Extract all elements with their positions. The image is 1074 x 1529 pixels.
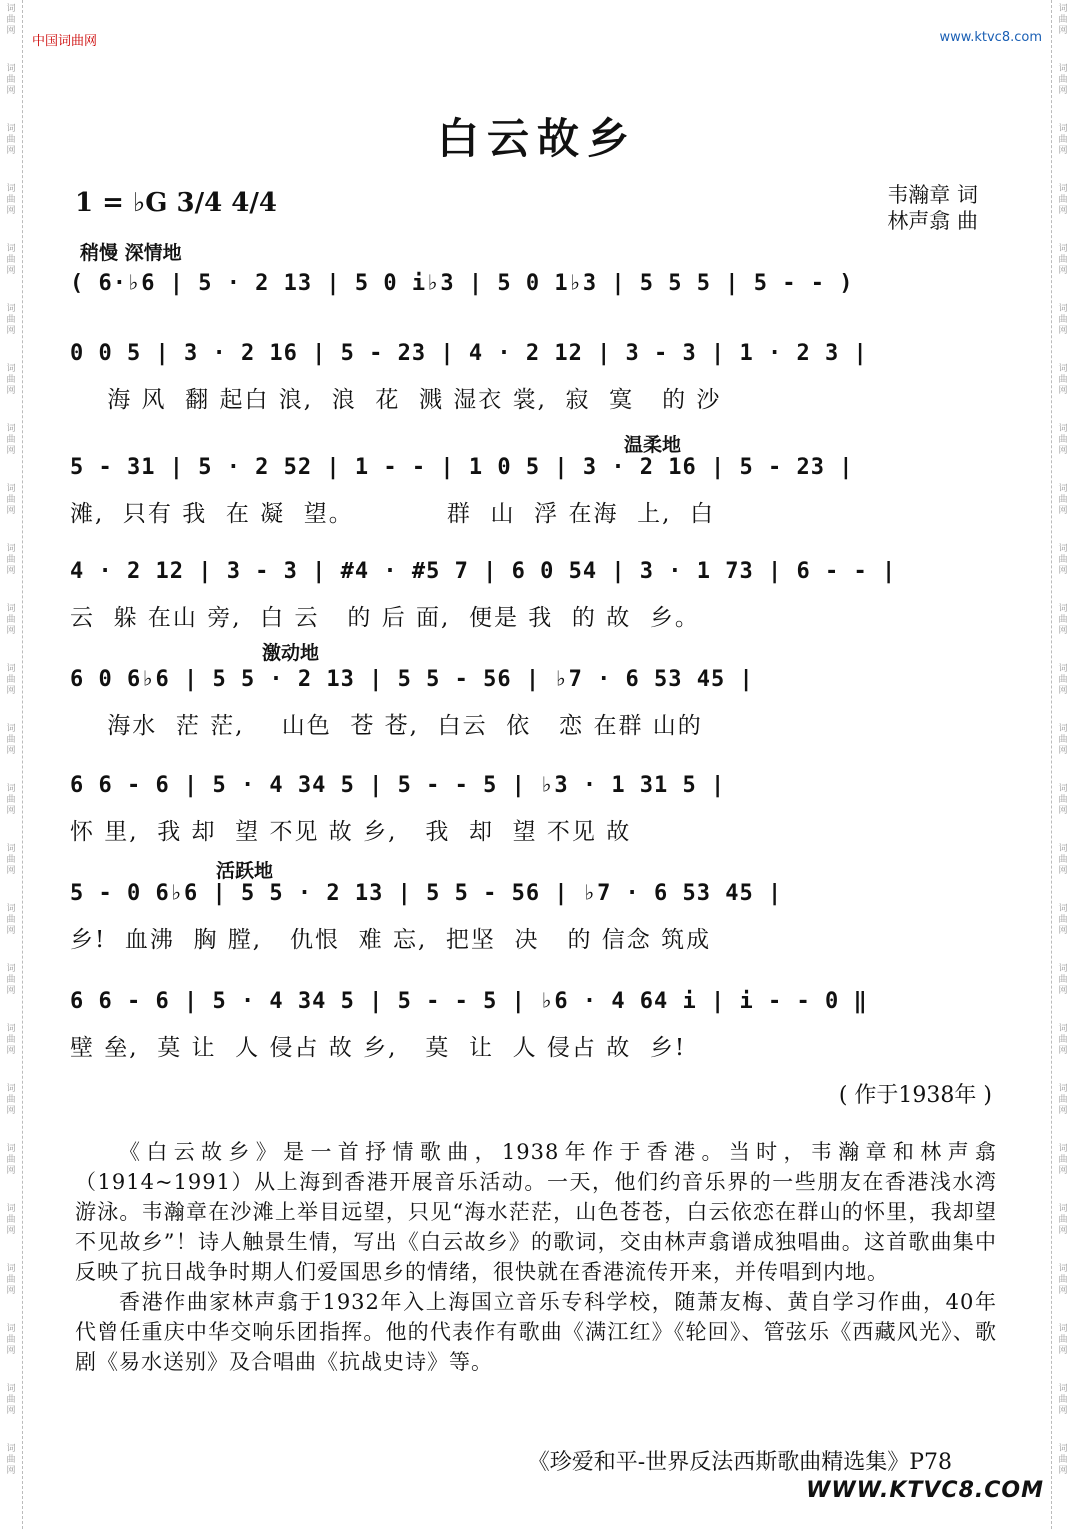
lyrics: 怀 里, 我 却 望 不见 故 乡, 我 却 望 不见 故 bbox=[70, 819, 632, 845]
watermark-text: 词 曲 网 bbox=[6, 124, 16, 156]
notation: 4 · 2 12 | 3 - 3 | #4 · #5 7 | 6 0 54 | 3 · 1 73 | 6 - - | bbox=[70, 559, 897, 584]
lyrics: 壁 垒, 莫 让 人 侵占 故 乡, 莫 让 人 侵占 故 乡! bbox=[70, 1035, 687, 1061]
score-line-1 bbox=[70, 264, 992, 304]
watermark-text: 词 曲 网 bbox=[6, 244, 16, 276]
lyrics: 乡! 血沸 胸 膛, 仇恨 难 忘, 把坚 决 的 信念 筑成 bbox=[70, 927, 712, 953]
site-logo[interactable]: WWW.KTVC8.COM bbox=[806, 1478, 1044, 1503]
watermark-text: 词 曲 网 bbox=[1058, 904, 1068, 936]
site-name-left[interactable]: 中国词曲网 bbox=[32, 34, 98, 49]
source-citation: 《珍爱和平-世界反法西斯歌曲精选集》P78 bbox=[527, 1450, 952, 1475]
notation: 5 - 31 | 5 · 2 52 | 1 - - | 1 0 5 | 3 · 2 16 | 5 - 23 | bbox=[70, 455, 854, 480]
watermark-text: 词 曲 网 bbox=[6, 4, 16, 36]
score-line-6 bbox=[70, 766, 992, 852]
watermark-text: 词 曲 网 bbox=[6, 1264, 16, 1296]
watermark-text: 词 曲 网 bbox=[6, 964, 16, 996]
watermark-text: 词 曲 网 bbox=[1058, 1144, 1068, 1176]
right-margin-strip bbox=[1051, 0, 1074, 1529]
watermark-text: 词 曲 网 bbox=[1058, 664, 1068, 696]
watermark-text: 词 曲 网 bbox=[1058, 1384, 1068, 1416]
watermark-text: 词 曲 网 bbox=[6, 1384, 16, 1416]
watermark-text: 词 曲 网 bbox=[6, 1084, 16, 1116]
site-url-right[interactable]: www.ktvc8.com bbox=[939, 30, 1042, 45]
score-line-5 bbox=[70, 660, 992, 746]
watermark-text: 词 曲 网 bbox=[6, 1204, 16, 1236]
watermark-text: 词 曲 网 bbox=[1058, 4, 1068, 36]
paragraph: 《白云故乡》是一首抒情歌曲，1938年作于香港。当时，韦瀚章和林声翕（1914~1991）从上海到香港开展音乐活动。一天，他们约音乐界的一些朋友在香港浅水湾游泳。韦瀚章在沙滩上举目远望，只见“海水茫茫，山色苍苍，白云依恋在群山的怀里，我却望不见故乡”！诗人触景生情，写出《白云故乡》的歌词，交由林声翕谱成独唱曲。这首歌曲集中反映了抗日战争时期人们爱国思乡的情绪，很快就在香港流传开来，并传唱到内地。 bbox=[75, 1140, 997, 1284]
left-margin-strip bbox=[0, 0, 23, 1529]
watermark-text: 词 曲 网 bbox=[6, 484, 16, 516]
score-line-4 bbox=[70, 552, 992, 638]
watermark-text: 词 曲 网 bbox=[1058, 484, 1068, 516]
watermark-text: 词 曲 网 bbox=[6, 724, 16, 756]
watermark-text: 词 曲 网 bbox=[1058, 1444, 1068, 1476]
watermark-text: 词 曲 网 bbox=[1058, 124, 1068, 156]
tempo-marking-lively: 活跃地 bbox=[216, 860, 274, 882]
watermark-text: 词 曲 网 bbox=[1058, 964, 1068, 996]
score-line-8 bbox=[70, 982, 992, 1068]
watermark-text: 词 曲 网 bbox=[6, 544, 16, 576]
watermark-text: 词 曲 网 bbox=[1058, 844, 1068, 876]
watermark-text: 词 曲 网 bbox=[1058, 424, 1068, 456]
watermark-text: 词 曲 网 bbox=[6, 1144, 16, 1176]
credits bbox=[887, 182, 978, 234]
watermark-text: 词 曲 网 bbox=[6, 184, 16, 216]
watermark-text: 词 曲 网 bbox=[1058, 364, 1068, 396]
lyrics: 滩, 只有 我 在 凝 望。 群 山 浮 在海 上, 白 bbox=[70, 501, 716, 527]
song-title: 白云故乡 bbox=[436, 114, 637, 163]
watermark-text: 词 曲 网 bbox=[1058, 304, 1068, 336]
watermark-text: 词 曲 网 bbox=[6, 1444, 16, 1476]
notation: 5 - 0 6♭6 | 5 5 · 2 13 | 5 5 - 56 | ♭7 · 6 53 45 | bbox=[70, 881, 783, 906]
paragraph: 香港作曲家林声翕于1932年入上海国立音乐专科学校，随萧友梅、黄自学习作曲，40年代曾任重庆中华交响乐团指挥。他的代表作有歌曲《满江红》《轮回》、管弦乐《西藏风光》、歌剧《易水送别》及合唱曲《抗战史诗》等。 bbox=[75, 1290, 997, 1374]
lyrics: 海水 茫 茫, 山色 苍 苍, 白云 依 恋 在群 山的 bbox=[70, 713, 703, 739]
watermark-text: 词 曲 网 bbox=[1058, 724, 1068, 756]
watermark-text: 词 曲 网 bbox=[6, 304, 16, 336]
score-line-3 bbox=[70, 448, 992, 534]
watermark-text: 词 曲 网 bbox=[1058, 1084, 1068, 1116]
notation: 6 6 - 6 | 5 · 4 34 5 | 5 - - 5 | ♭6 · 4 64 i | i - - 0 ‖ bbox=[70, 989, 868, 1014]
watermark-text: 词 曲 网 bbox=[1058, 1204, 1068, 1236]
composer: 林声翕 曲 bbox=[887, 209, 978, 233]
score-line-2 bbox=[70, 334, 992, 420]
watermark-text: 词 曲 网 bbox=[6, 364, 16, 396]
watermark-text: 词 曲 网 bbox=[6, 784, 16, 816]
key-signature: 1 = ♭G 3/4 4/4 bbox=[75, 188, 277, 218]
score-line-7 bbox=[70, 874, 992, 960]
watermark-text: 词 曲 网 bbox=[1058, 1324, 1068, 1356]
watermark-text: 词 曲 网 bbox=[6, 424, 16, 456]
watermark-text: 词 曲 网 bbox=[1058, 544, 1068, 576]
watermark-text: 词 曲 网 bbox=[1058, 604, 1068, 636]
notation: 0 0 5 | 3 · 2 16 | 5 - 23 | 4 · 2 12 | 3 - 3 | 1 · 2 3 | bbox=[70, 341, 868, 366]
tempo-marking-gentle: 温柔地 bbox=[624, 434, 682, 456]
watermark-text: 词 曲 网 bbox=[1058, 64, 1068, 96]
lyrics: 云 躲 在山 旁, 白 云 的 后 面, 便是 我 的 故 乡。 bbox=[70, 605, 700, 631]
watermark-text: 词 曲 网 bbox=[6, 604, 16, 636]
watermark-text: 词 曲 网 bbox=[1058, 784, 1068, 816]
watermark-text: 词 曲 网 bbox=[6, 844, 16, 876]
composition-year: ( 作于1938年 ) bbox=[838, 1083, 992, 1108]
watermark-text: 词 曲 网 bbox=[6, 904, 16, 936]
watermark-text: 词 曲 网 bbox=[6, 664, 16, 696]
lyricist: 韦瀚章 词 bbox=[887, 183, 978, 207]
watermark-text: 词 曲 网 bbox=[6, 64, 16, 96]
lyrics: 海 风 翻 起白 浪, 浪 花 溅 湿衣 裳, 寂 寞 的 沙 bbox=[70, 387, 722, 413]
notation: 6 6 - 6 | 5 · 4 34 5 | 5 - - 5 | ♭3 · 1 31 5 | bbox=[70, 773, 726, 798]
watermark-text: 词 曲 网 bbox=[6, 1024, 16, 1056]
watermark-text: 词 曲 网 bbox=[1058, 184, 1068, 216]
watermark-text: 词 曲 网 bbox=[1058, 244, 1068, 276]
watermark-text: 词 曲 网 bbox=[1058, 1264, 1068, 1296]
notation: 6 0 6♭6 | 5 5 · 2 13 | 5 5 - 56 | ♭7 · 6 53 45 | bbox=[70, 667, 754, 692]
watermark-text: 词 曲 网 bbox=[1058, 1024, 1068, 1056]
tempo-marking-start: 稍慢 深情地 bbox=[80, 242, 182, 264]
tempo-marking-excited: 激动地 bbox=[262, 642, 320, 664]
notation: ( 6·♭6 | 5 · 2 13 | 5 0 i♭3 | 5 0 1♭3 | 5 5 5 | 5 - - ) bbox=[70, 271, 854, 296]
song-description bbox=[75, 1137, 997, 1377]
watermark-text: 词 曲 网 bbox=[6, 1324, 16, 1356]
